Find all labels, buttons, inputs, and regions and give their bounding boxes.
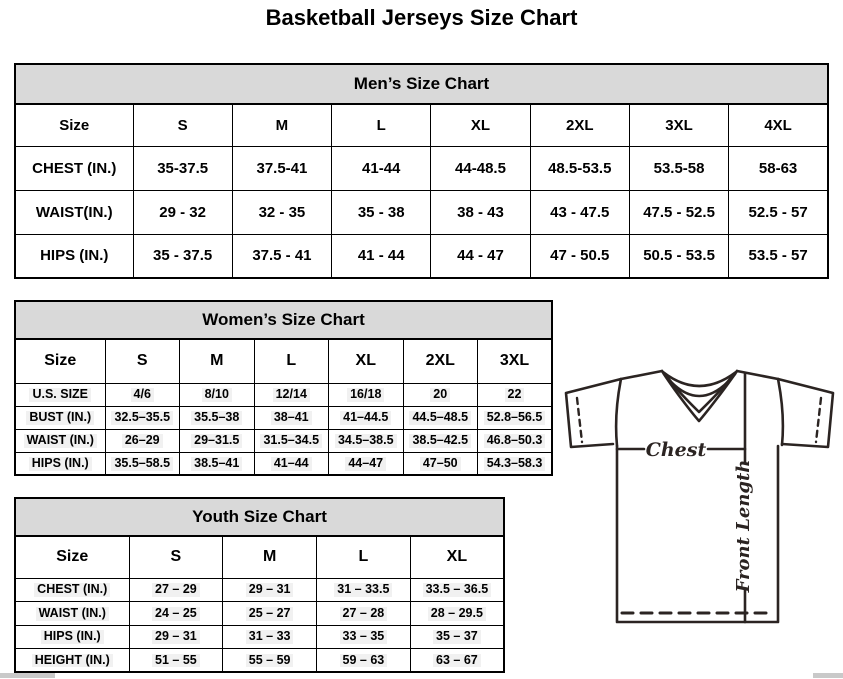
- front-length-label: Front Length: [733, 459, 754, 593]
- page-title: Basketball Jerseys Size Chart: [265, 5, 578, 30]
- women-value-cell: 26–29: [105, 429, 180, 452]
- youth-col-header-l: L: [317, 536, 411, 578]
- men-col-header-3xl: 3XL: [629, 104, 728, 146]
- youth-size-chart-section: [14, 497, 505, 673]
- youth-measurement-row: [15, 578, 504, 602]
- men-measurement-row: [15, 146, 828, 190]
- scrollbar-fragment-right[interactable]: [813, 673, 843, 678]
- women-value-cell: 16/18: [329, 383, 404, 406]
- women-value-cell: 44–47: [329, 452, 404, 475]
- men-size-label: Size: [15, 104, 133, 146]
- youth-value-cell: 63 – 67: [410, 649, 504, 673]
- youth-value-cell: 31 – 33: [223, 625, 317, 649]
- men-value-cell: 35 - 38: [332, 190, 431, 234]
- men-measurement-row: [15, 234, 828, 278]
- women-value-cell: 54.3–58.3: [478, 452, 553, 475]
- women-col-header-2xl: 2XL: [403, 339, 478, 383]
- youth-value-cell: 27 – 28: [317, 602, 411, 626]
- women-row-label: BUST (IN.): [15, 406, 105, 429]
- scrollbar-fragment-left[interactable]: [0, 673, 55, 678]
- women-value-cell: 35.5–38: [180, 406, 255, 429]
- men-col-header-s: S: [133, 104, 232, 146]
- women-col-header-l: L: [254, 339, 329, 383]
- women-measurement-row: [15, 429, 552, 452]
- womens-size-chart-title: Women’s Size Chart: [14, 300, 553, 338]
- men-value-cell: 44 - 47: [431, 234, 530, 278]
- men-row-label: WAIST(IN.): [15, 190, 133, 234]
- youth-col-header-m: M: [223, 536, 317, 578]
- youth-value-cell: 33 – 35: [317, 625, 411, 649]
- men-value-cell: 48.5-53.5: [530, 146, 629, 190]
- men-row-label: CHEST (IN.): [15, 146, 133, 190]
- men-value-cell: 52.5 - 57: [729, 190, 828, 234]
- men-value-cell: 37.5-41: [232, 146, 331, 190]
- men-value-cell: 53.5-58: [629, 146, 728, 190]
- youth-measurement-row: [15, 625, 504, 649]
- men-size-header-row: [15, 104, 828, 146]
- men-value-cell: 38 - 43: [431, 190, 530, 234]
- men-col-header-4xl: 4XL: [729, 104, 828, 146]
- jersey-left-armhole-seam: [616, 379, 621, 446]
- women-measurement-row: [15, 383, 552, 406]
- youth-size-table: [14, 535, 505, 673]
- youth-value-cell: 55 – 59: [223, 649, 317, 673]
- men-col-header-2xl: 2XL: [530, 104, 629, 146]
- men-value-cell: 50.5 - 53.5: [629, 234, 728, 278]
- youth-value-cell: 59 – 63: [317, 649, 411, 673]
- women-value-cell: 41–44.5: [329, 406, 404, 429]
- youth-value-cell: 24 – 25: [129, 602, 223, 626]
- womens-size-chart-section: [14, 300, 553, 476]
- jersey-measurement-diagram: [556, 362, 842, 632]
- youth-value-cell: 29 – 31: [129, 625, 223, 649]
- jersey-right-cuff-stitch: [816, 398, 821, 442]
- men-value-cell: 43 - 47.5: [530, 190, 629, 234]
- women-row-label: U.S. SIZE: [15, 383, 105, 406]
- men-value-cell: 58-63: [729, 146, 828, 190]
- men-value-cell: 53.5 - 57: [729, 234, 828, 278]
- men-value-cell: 44-48.5: [431, 146, 530, 190]
- women-value-cell: 22: [478, 383, 553, 406]
- youth-value-cell: 29 – 31: [223, 578, 317, 602]
- women-value-cell: 47–50: [403, 452, 478, 475]
- youth-size-label: Size: [15, 536, 129, 578]
- youth-value-cell: 31 – 33.5: [317, 578, 411, 602]
- women-value-cell: 52.8–56.5: [478, 406, 553, 429]
- men-value-cell: 35 - 37.5: [133, 234, 232, 278]
- women-value-cell: 4/6: [105, 383, 180, 406]
- women-value-cell: 8/10: [180, 383, 255, 406]
- youth-measurement-row: [15, 649, 504, 673]
- women-value-cell: 34.5–38.5: [329, 429, 404, 452]
- women-value-cell: 46.8–50.3: [478, 429, 553, 452]
- women-col-header-3xl: 3XL: [478, 339, 553, 383]
- men-value-cell: 41 - 44: [332, 234, 431, 278]
- men-value-cell: 37.5 - 41: [232, 234, 331, 278]
- women-value-cell: 44.5–48.5: [403, 406, 478, 429]
- youth-measurement-row: [15, 602, 504, 626]
- chest-label: Chest: [645, 439, 707, 461]
- men-col-header-l: L: [332, 104, 431, 146]
- youth-row-label: CHEST (IN.): [15, 578, 129, 602]
- men-value-cell: 35-37.5: [133, 146, 232, 190]
- youth-value-cell: 28 – 29.5: [410, 602, 504, 626]
- women-size-header-row: [15, 339, 552, 383]
- women-size-label: Size: [15, 339, 105, 383]
- youth-value-cell: 35 – 37: [410, 625, 504, 649]
- mens-size-chart-title: Men’s Size Chart: [14, 63, 829, 103]
- youth-col-header-xl: XL: [410, 536, 504, 578]
- women-value-cell: 20: [403, 383, 478, 406]
- women-measurement-row: [15, 406, 552, 429]
- men-value-cell: 47.5 - 52.5: [629, 190, 728, 234]
- youth-row-label: HEIGHT (IN.): [15, 649, 129, 673]
- mens-size-table: [14, 103, 829, 279]
- youth-size-chart-title: Youth Size Chart: [14, 497, 505, 535]
- women-col-header-xl: XL: [329, 339, 404, 383]
- youth-row-label: HIPS (IN.): [15, 625, 129, 649]
- women-value-cell: 38.5–41: [180, 452, 255, 475]
- women-value-cell: 29–31.5: [180, 429, 255, 452]
- women-value-cell: 35.5–58.5: [105, 452, 180, 475]
- youth-value-cell: 25 – 27: [223, 602, 317, 626]
- youth-col-header-s: S: [129, 536, 223, 578]
- womens-size-table: [14, 338, 553, 476]
- men-value-cell: 29 - 32: [133, 190, 232, 234]
- men-col-header-m: M: [232, 104, 331, 146]
- men-value-cell: 41-44: [332, 146, 431, 190]
- women-value-cell: 31.5–34.5: [254, 429, 329, 452]
- men-measurement-row: [15, 190, 828, 234]
- women-value-cell: 32.5–35.5: [105, 406, 180, 429]
- jersey-right-armhole-seam: [778, 379, 783, 445]
- women-row-label: WAIST (IN.): [15, 429, 105, 452]
- men-value-cell: 32 - 35: [232, 190, 331, 234]
- youth-value-cell: 51 – 55: [129, 649, 223, 673]
- mens-size-chart-section: [14, 63, 829, 279]
- men-col-header-xl: XL: [431, 104, 530, 146]
- youth-value-cell: 33.5 – 36.5: [410, 578, 504, 602]
- women-measurement-row: [15, 452, 552, 475]
- women-value-cell: 38.5–42.5: [403, 429, 478, 452]
- women-col-header-m: M: [180, 339, 255, 383]
- women-value-cell: 41–44: [254, 452, 329, 475]
- women-row-label: HIPS (IN.): [15, 452, 105, 475]
- men-row-label: HIPS (IN.): [15, 234, 133, 278]
- women-col-header-s: S: [105, 339, 180, 383]
- women-value-cell: 38–41: [254, 406, 329, 429]
- jersey-left-cuff-stitch: [577, 398, 582, 442]
- men-value-cell: 47 - 50.5: [530, 234, 629, 278]
- youth-row-label: WAIST (IN.): [15, 602, 129, 626]
- youth-size-header-row: [15, 536, 504, 578]
- youth-value-cell: 27 – 29: [129, 578, 223, 602]
- women-value-cell: 12/14: [254, 383, 329, 406]
